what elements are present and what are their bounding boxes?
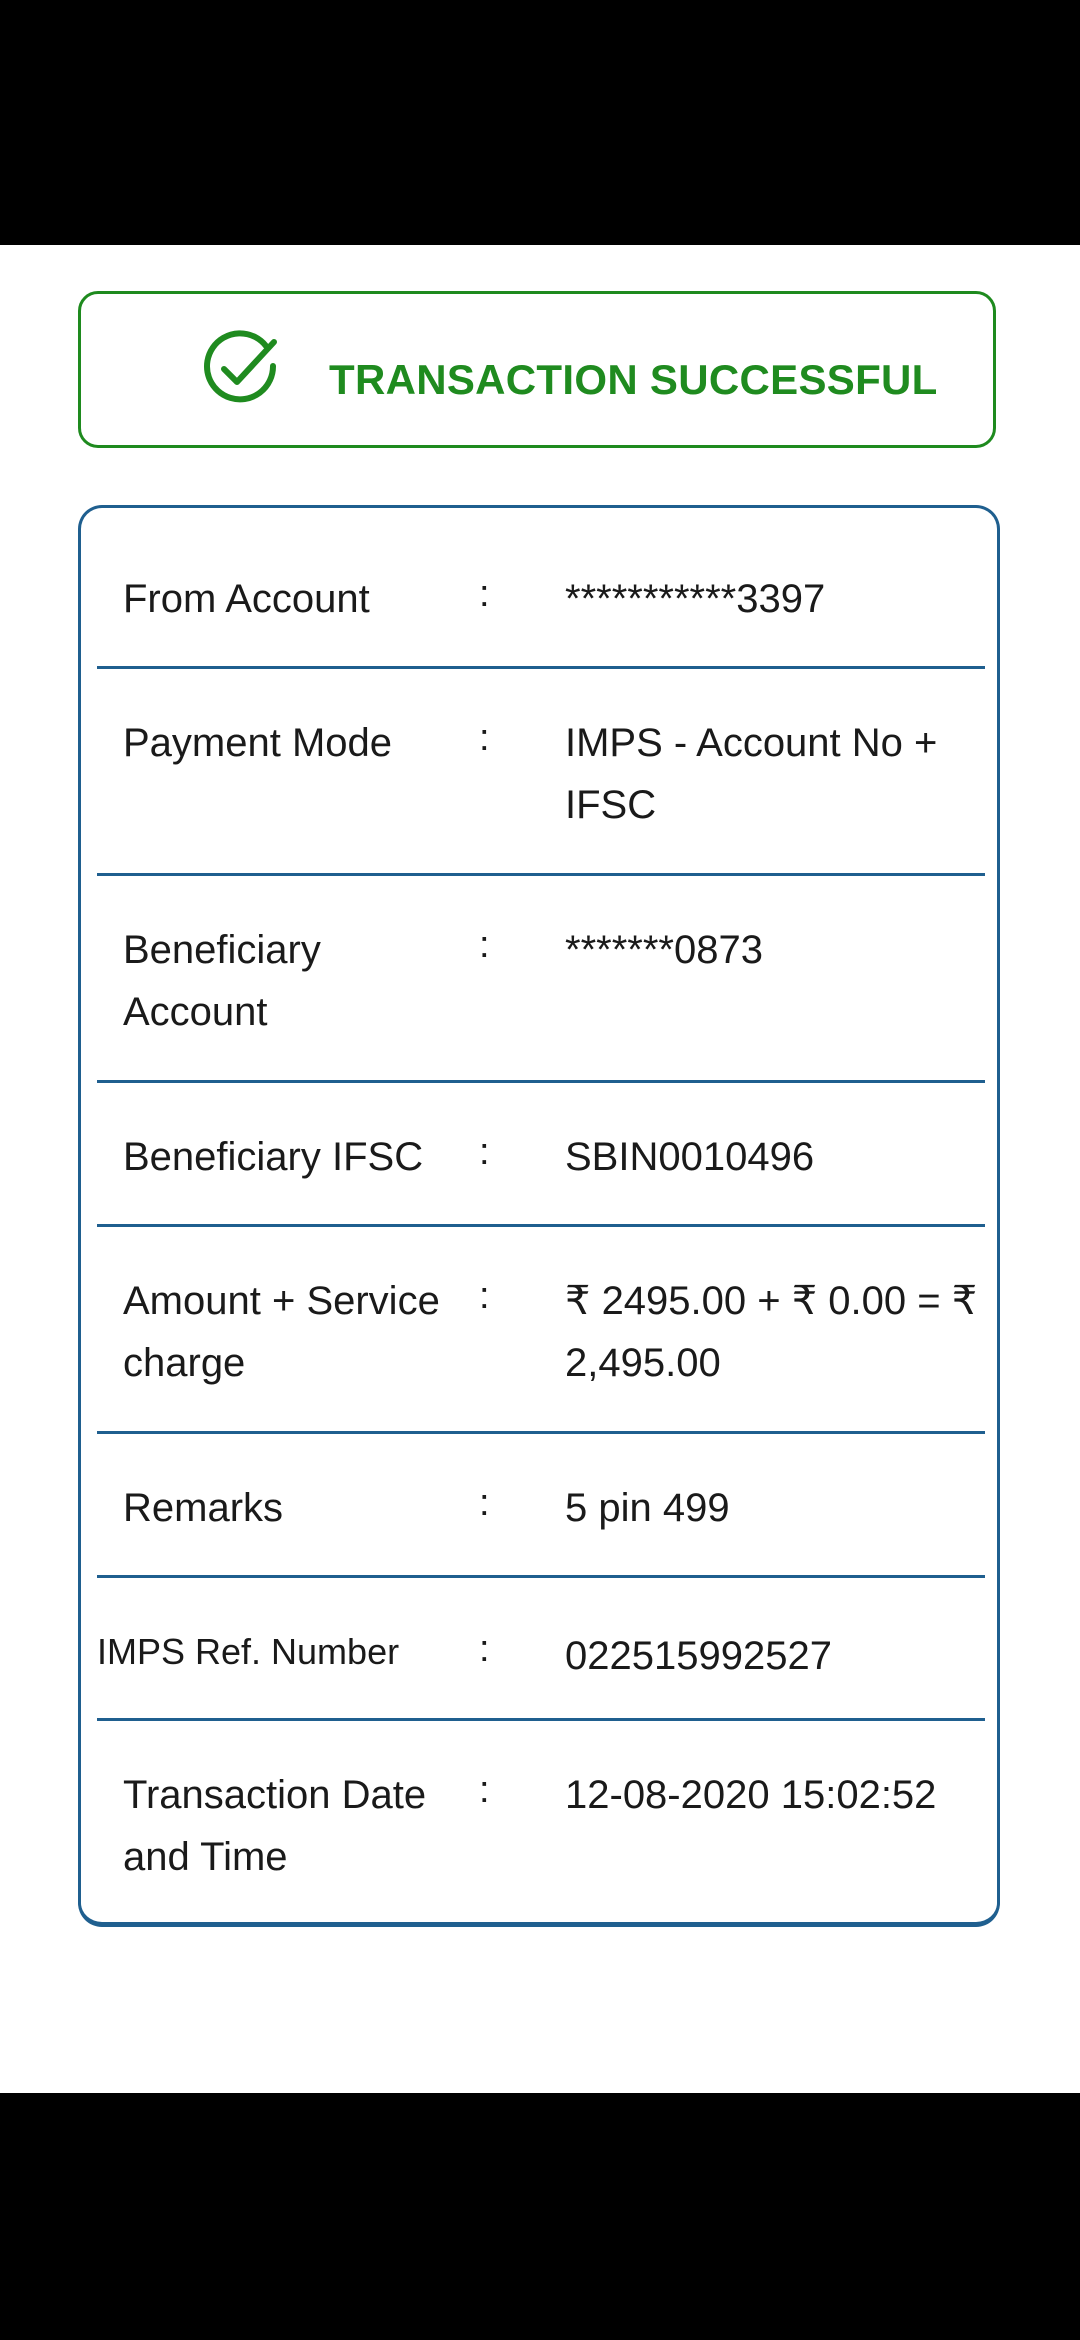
row-label: Remarks <box>123 1486 284 1530</box>
row-label: Beneficiary IFSC <box>123 1135 424 1179</box>
row-divider <box>97 873 985 876</box>
row-divider <box>97 666 985 669</box>
row-divider <box>97 1575 985 1578</box>
row-separator: : <box>479 717 490 759</box>
row-value: SBIN0010496 <box>565 1135 815 1179</box>
navigation-bar-area <box>0 2093 1080 2340</box>
row-value: 5 pin 499 <box>565 1486 730 1530</box>
row-label: Payment Mode <box>123 721 393 765</box>
row-label: From Account <box>123 577 370 621</box>
row-value: *******0873 <box>565 928 763 972</box>
row-label: IMPS Ref. Number <box>97 1631 400 1672</box>
row-value: ***********3397 <box>565 577 826 621</box>
row-value: 022515992527 <box>565 1634 832 1678</box>
row-divider <box>97 1431 985 1434</box>
row-divider <box>97 1718 985 1721</box>
transaction-status-banner <box>78 291 996 448</box>
transaction-details-card <box>78 505 1000 1927</box>
row-separator: : <box>479 924 490 966</box>
row-label: Amount + Service charge <box>123 1279 440 1385</box>
status-title: TRANSACTION SUCCESSFUL <box>329 356 938 403</box>
row-separator: : <box>479 573 490 615</box>
row-divider <box>97 1080 985 1083</box>
row-value: IMPS - Account No + IFSC <box>565 721 938 827</box>
row-separator: : <box>479 1131 490 1173</box>
row-separator: : <box>479 1482 490 1524</box>
status-bar-area <box>0 0 1080 245</box>
row-value: ₹ 2495.00 + ₹ 0.00 = ₹ 2,495.00 <box>565 1279 978 1385</box>
row-separator: : <box>479 1275 490 1317</box>
row-divider <box>97 1224 985 1227</box>
check-circle-icon <box>196 324 286 414</box>
row-separator: : <box>479 1769 490 1811</box>
row-separator: : <box>479 1628 490 1670</box>
row-value: 12-08-2020 15:02:52 <box>565 1773 937 1817</box>
row-label: Beneficiary Account <box>123 928 321 1034</box>
row-label: Transaction Date and Time <box>123 1773 427 1879</box>
